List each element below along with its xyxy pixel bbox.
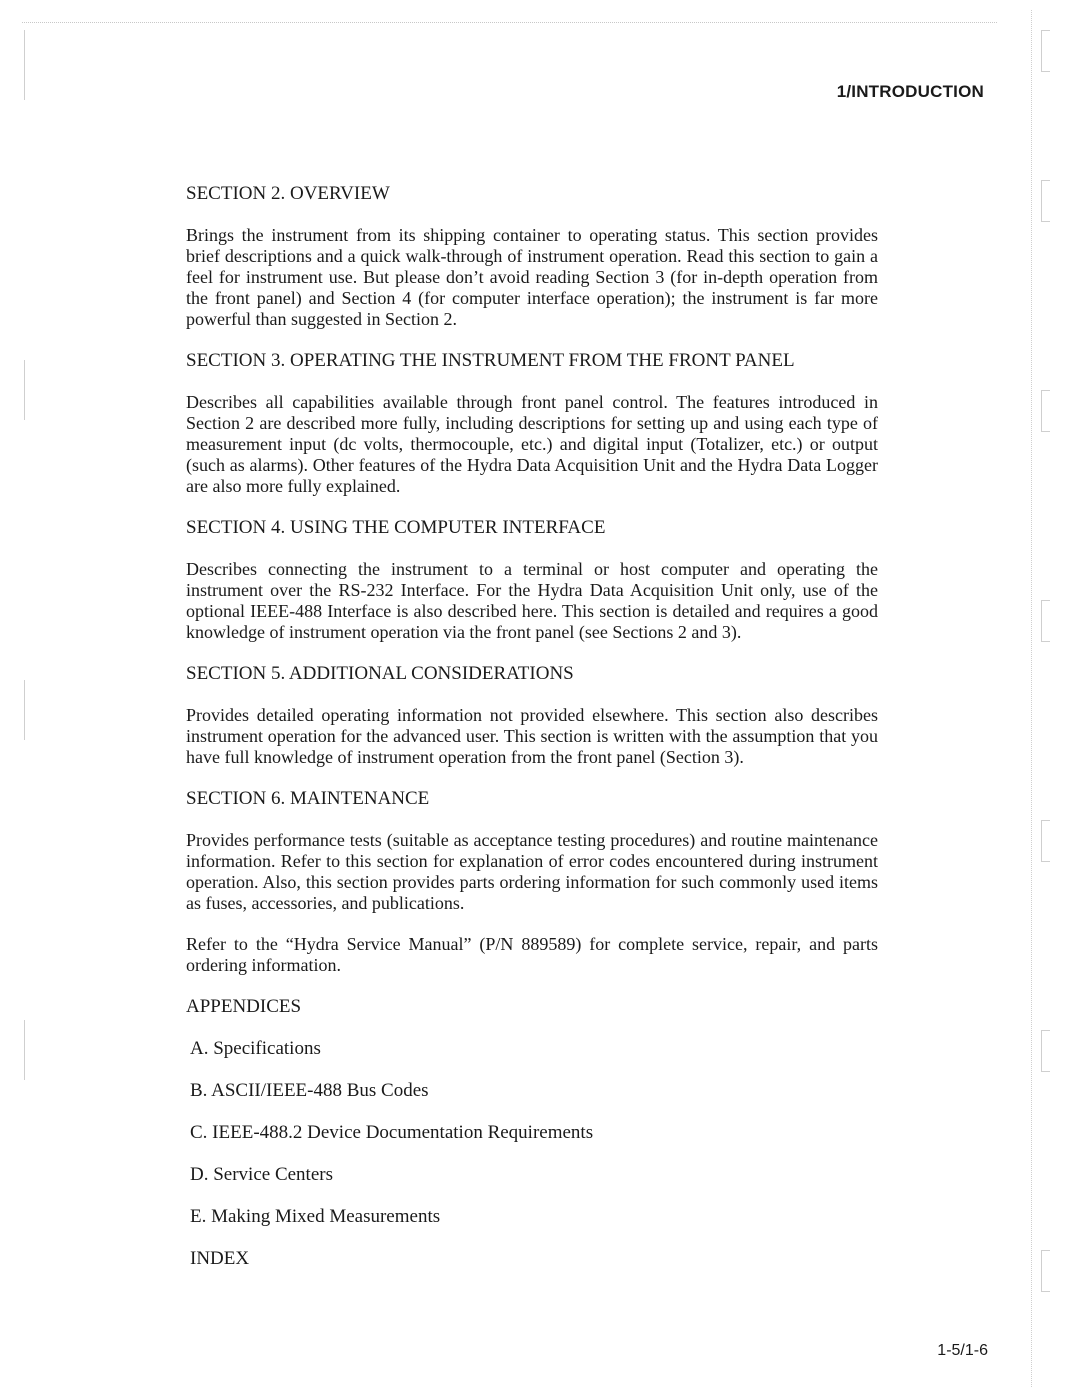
scan-right-bracket [1041,180,1050,222]
scan-left-mark [24,1020,25,1080]
running-header: 1/INTRODUCTION [836,82,984,101]
section-heading: SECTION 2. OVERVIEW [186,183,390,204]
scan-top-rule [22,22,997,23]
scan-right-bracket [1041,820,1050,862]
scan-right-bracket [1041,600,1050,642]
index-heading: INDEX [190,1248,250,1269]
section-heading: SECTION 3. OPERATING THE INSTRUMENT FROM THE FRONT PANEL [186,350,795,371]
page-content [186,183,878,1270]
section-heading: SECTION 4. USING THE COMPUTER INTERFACE [186,517,606,538]
section-paragraph: Provides performance tests (suitable as acceptance testing procedures) and routine maintenance information. Refer to this section for explanation of error codes encountered during instrument operation. Also, this section provides parts ordering information for such commonly used items as fuses, accessories, and publications. [186,830,878,913]
appendix-item: A. Specifications [190,1038,321,1059]
appendix-item: D. Service Centers [190,1164,333,1185]
section-paragraph: Describes all capabilities available through front panel control. The features introduced in Section 2 are described more fully, including descriptions for setting up and using each type of measurement input (dc volts, thermocouple, etc.) and digital input (Totalizer, etc.) or output (such as alarms). Other features of the Hydra Data Acquisition Unit and the Hydra Data Logger are also more fully explained. [186,392,878,496]
scan-right-bracket [1041,1250,1050,1292]
page-number: 1-5/1-6 [937,1342,988,1359]
section-6 [186,788,878,976]
section-4 [186,517,878,643]
section-paragraph: Brings the instrument from its shipping container to operating status. This section provides brief descriptions and a quick walk-through of instrument operation. Read this section to gain a feel for instrument use. But please don’t avoid reading Section 3 (for in-depth operation from the front panel) and Section 4 (for computer interface operation); the instrument is far more powerful than suggested in Section 2. [186,225,878,329]
appendix-item: C. IEEE-488.2 Device Documentation Requirements [190,1122,594,1143]
appendix-item: E. Making Mixed Measurements [190,1206,441,1227]
scan-left-mark [24,360,25,420]
scan-right-bracket [1041,390,1050,432]
appendices [186,996,878,1228]
scan-left-mark [24,30,25,100]
section-paragraph: Provides detailed operating information not provided elsewhere. This section also describes instrument operation for the advanced user. This section is written with the assumption that you have full knowledge of instrument operation from the front panel (Section 3). [186,705,878,767]
section-heading: SECTION 5. ADDITIONAL CONSIDERATIONS [186,663,574,684]
appendix-item: B. ASCII/IEEE-488 Bus Codes [190,1080,429,1101]
scan-left-mark [24,680,25,740]
section-3 [186,350,878,497]
scan-right-bracket [1041,1030,1050,1072]
appendix-list [186,1038,878,1228]
section-heading: SECTION 6. MAINTENANCE [186,788,430,809]
section-5 [186,663,878,768]
appendices-heading: APPENDICES [186,996,302,1017]
scan-right-edge [1031,10,1032,1387]
scan-right-bracket [1041,30,1050,72]
section-paragraph: Refer to the “Hydra Service Manual” (P/N 889589) for complete service, repair, and parts ordering information. [186,934,878,975]
section-paragraph: Describes connecting the instrument to a terminal or host computer and operating the instrument over the RS-232 Interface. For the Hydra Data Acquisition Unit only, use of the optional IEEE-488 Interface is also described here. This section is detailed and requires a good knowledge of instrument operation via the front panel (see Sections 2 and 3). [186,559,878,642]
section-2 [186,183,878,330]
